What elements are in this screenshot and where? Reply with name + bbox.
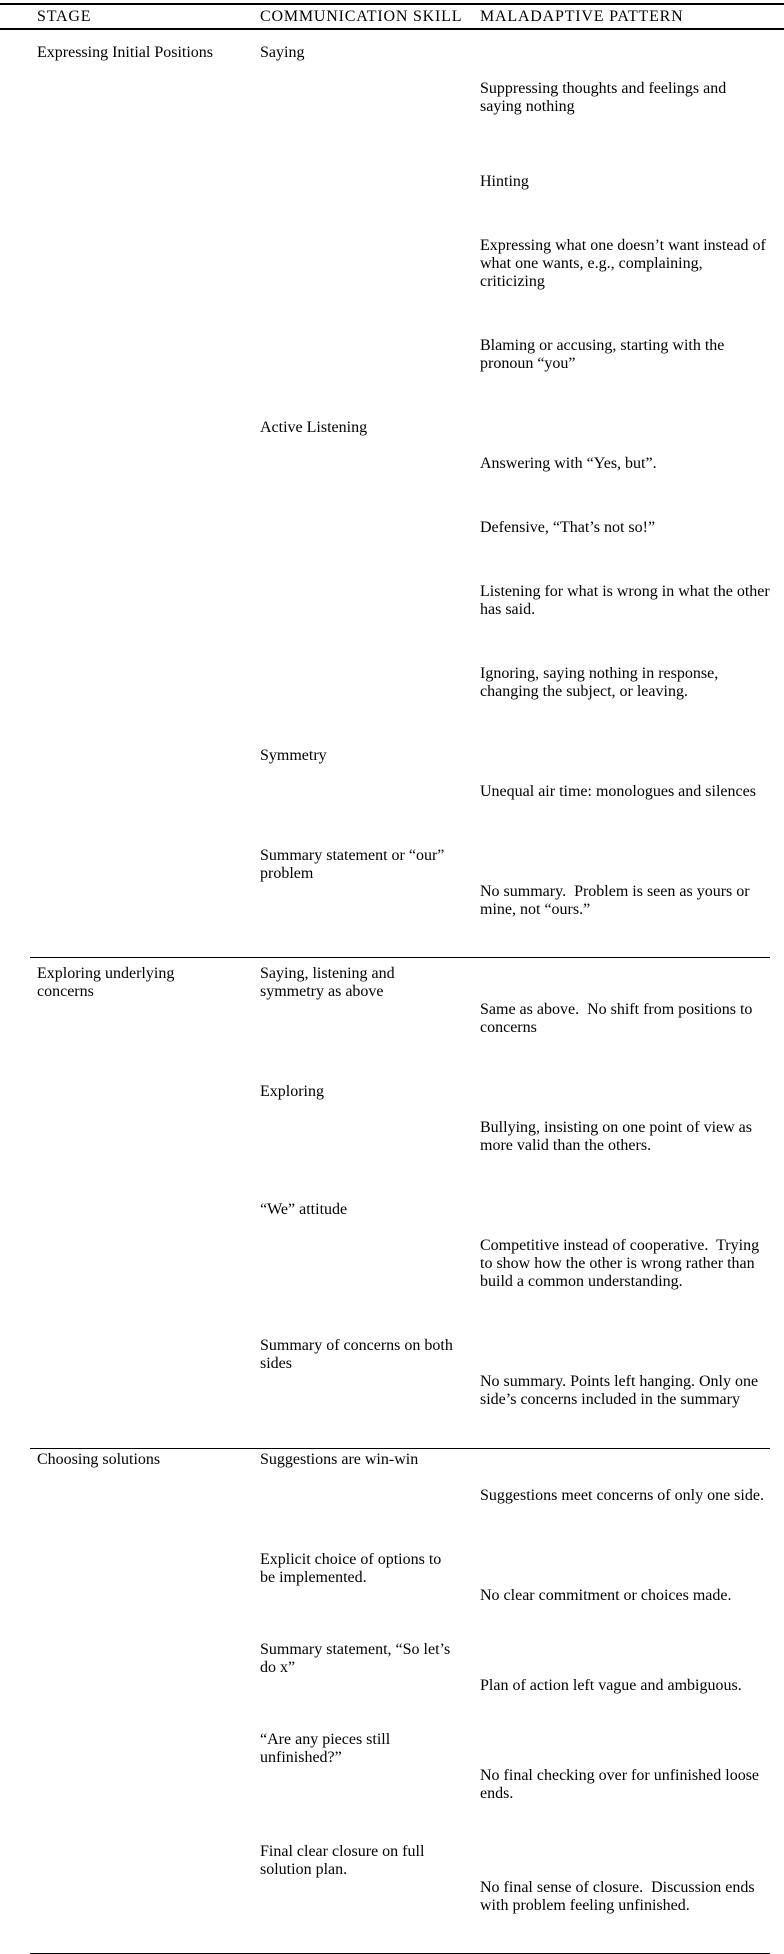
pattern-cell — [480, 1551, 770, 1641]
pattern-text: Hinting — [480, 173, 529, 190]
col-header-maladaptive-pattern: MALADAPTIVE PATTERN — [480, 8, 684, 25]
pattern-text: No summary. Problem is seen as yours or mine, not “ours.” — [480, 883, 754, 918]
pattern-text: Competitive instead of cooperative. Trying to show how the other is wrong rather than build a common understanding. — [480, 1237, 764, 1290]
skill-cell: Summary statement, “So let’s do x” — [260, 1641, 455, 1676]
pattern-cell — [480, 1451, 770, 1541]
col-header-communication-skill: COMMUNICATION SKILL — [260, 8, 463, 25]
stage-cell — [37, 1731, 260, 1839]
stage-cell — [37, 1337, 260, 1445]
pattern-text: Bullying, insisting on one point of view as more valid than the others. — [480, 1119, 756, 1154]
pattern-cell — [480, 1641, 770, 1731]
pattern-text: Suggestions meet concerns of only one side. — [480, 1487, 764, 1504]
table-row — [37, 965, 770, 1073]
skill-cell: “We” attitude — [260, 1201, 348, 1218]
stage-cell — [37, 847, 260, 955]
pattern-text: Answering with “Yes, but”. — [480, 455, 657, 472]
skill-cell: Summary of concerns on both sides — [260, 1337, 457, 1372]
table-row — [37, 747, 770, 837]
pattern-text: Plan of action left vague and ambiguous. — [480, 1677, 742, 1694]
stage-cell: Choosing solutions — [37, 1451, 161, 1468]
table-row — [37, 1337, 770, 1445]
section-choosing-solutions — [30, 1449, 770, 1954]
pattern-text: Same as above. No shift from positions to concerns — [480, 1001, 757, 1036]
pattern-text: No final checking over for unfinished loose ends. — [480, 1767, 764, 1802]
pattern-cell — [480, 1843, 770, 1951]
table-row — [37, 1083, 770, 1191]
skill-cell: Saying, listening and symmetry as above — [260, 965, 399, 1000]
skill-cell: Explicit choice of options to be implemented. — [260, 1551, 446, 1586]
stage-cell — [37, 419, 260, 737]
skill-cell: Symmetry — [260, 747, 327, 764]
stage-cell — [37, 1551, 260, 1641]
stage-cell — [37, 1201, 260, 1327]
pattern-cell — [480, 847, 770, 955]
communication-skills-table — [0, 3, 784, 1914]
pattern-cell — [480, 965, 770, 1073]
pattern-cell — [480, 1083, 770, 1191]
pattern-text: Ignoring, saying nothing in response, changing the subject, or leaving. — [480, 665, 723, 700]
pattern-text: No clear commitment or choices made. — [480, 1587, 732, 1604]
pattern-cell — [480, 1731, 770, 1839]
stage-cell: Expressing Initial Positions — [37, 44, 213, 61]
section-exploring-underlying-concerns — [30, 958, 770, 1449]
table-row — [37, 1843, 770, 1951]
stage-cell — [37, 1083, 260, 1191]
skill-cell: Active Listening — [260, 419, 368, 436]
col-header-stage: STAGE — [37, 8, 92, 25]
table-row — [37, 1451, 770, 1541]
skill-cell: Summary statement or “our” problem — [260, 847, 449, 882]
pattern-cell — [480, 419, 774, 737]
table-row — [37, 44, 770, 409]
pattern-cell — [480, 44, 770, 409]
pattern-text: Unequal air time: monologues and silences — [480, 783, 756, 800]
table-row — [37, 419, 774, 737]
table-row — [37, 1731, 770, 1839]
skill-cell: Final clear closure on full solution plan. — [260, 1843, 429, 1878]
stage-cell — [37, 747, 260, 837]
pattern-text: No final sense of closure. Discussion ends with problem feeling unfinished. — [480, 1879, 759, 1914]
table-row — [37, 1641, 770, 1731]
table-row — [37, 1201, 770, 1327]
table-header-row — [0, 5, 784, 28]
pattern-text: Expressing what one doesn’t want instead of what one wants, e.g., complaining, criticizing — [480, 237, 770, 290]
pattern-text: Blaming or accusing, starting with the pronoun “you” — [480, 337, 729, 372]
table-row — [37, 847, 770, 955]
pattern-cell — [480, 747, 770, 837]
pattern-text: Listening for what is wrong in what the other has said. — [480, 583, 774, 618]
pattern-text: No summary. Points left hanging. Only one side’s concerns included in the summary — [480, 1373, 763, 1408]
section-expressing-initial-positions — [30, 30, 774, 958]
stage-cell — [37, 1843, 260, 1951]
pattern-cell — [480, 1337, 770, 1445]
stage-cell: Exploring underlying concerns — [37, 965, 179, 1000]
skill-cell: Saying — [260, 44, 305, 61]
pattern-cell — [480, 1201, 770, 1327]
pattern-text: Defensive, “That’s not so!” — [480, 519, 656, 536]
skill-cell: Suggestions are win-win — [260, 1451, 419, 1468]
skill-cell: Exploring — [260, 1083, 324, 1100]
pattern-text: Suppressing thoughts and feelings and saying nothing — [480, 80, 731, 115]
skill-cell: “Are any pieces still unfinished?” — [260, 1731, 395, 1766]
table-row — [37, 1551, 770, 1641]
stage-cell — [37, 1641, 260, 1731]
